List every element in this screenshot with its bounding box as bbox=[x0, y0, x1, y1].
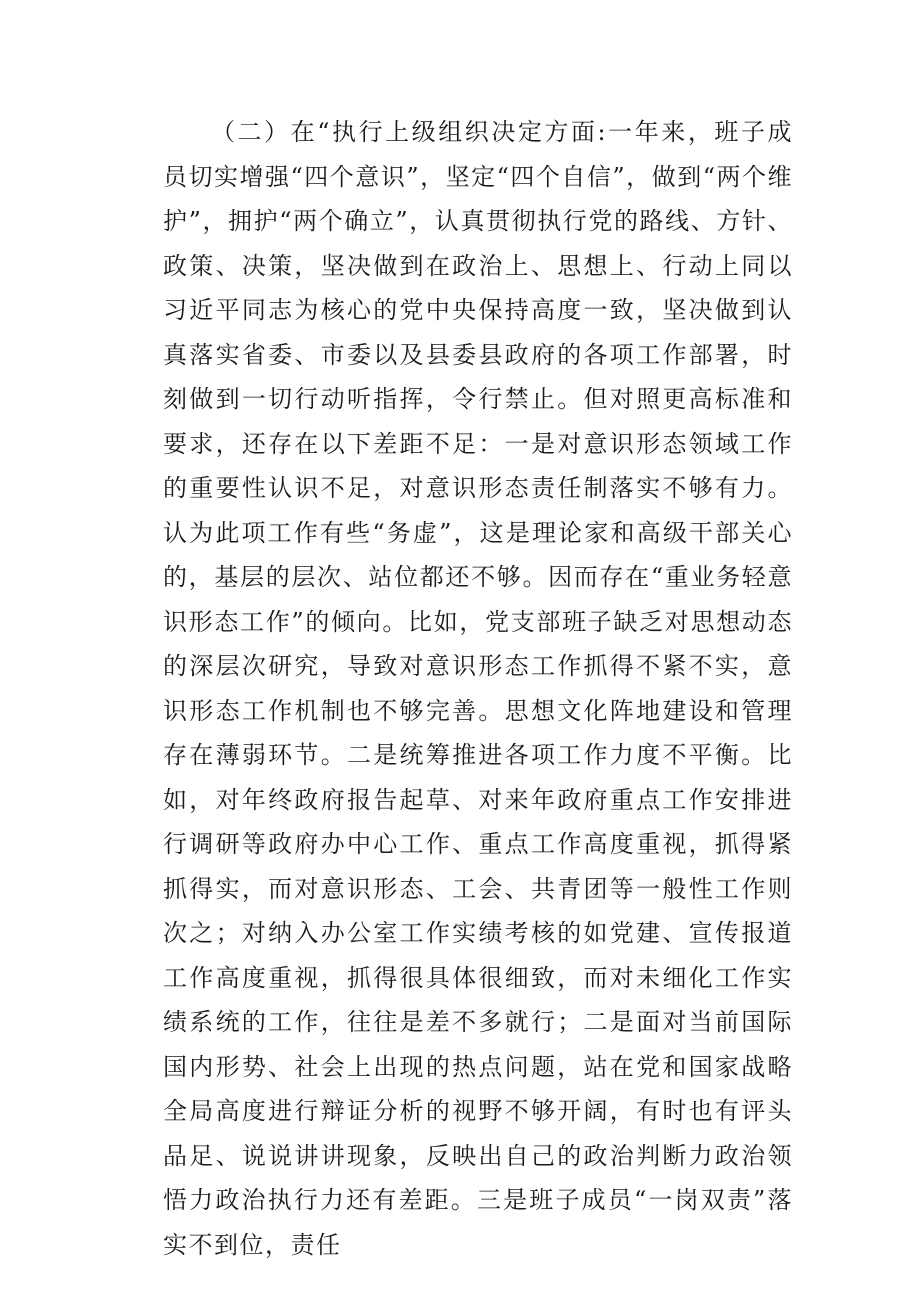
body-paragraph: （二）在“执行上级组织决定方面:一年来，班子成员切实增强“四个意识”，坚定“四个自信”，做到“两个维护”，拥护“两个确立”，认真贯彻执行党的路线、方针、政策、决策，坚决做到在政治上、思想上、行动上同以习近平同志为核心的党中央保持高度一致，坚决做到认真落实省委、市委以及县委县政府的各项工作部署，时刻做到一切行动听指挥，令行禁止。但对照更高标准和要求，还存在以下差距不足：一是对意识形态领域工作的重要性认识不足，对意识形态责任制落实不够有力。认为此项工作有些“务虚”，这是理论家和高级干部关心的，基层的层次、站位都还不够。因而存在“重业务轻意识形态工作”的倾向。比如，党支部班子缺乏对思想动态的深层次研究，导致对意识形态工作抓得不紧不实，意识形态工作机制也不够完善。思想文化阵地建设和管理存在薄弱环节。二是统筹推进各项工作力度不平衡。比如，对年终政府报告起草、对来年政府重点工作安排进行调研等政府办中心工作、重点工作高度重视，抓得紧抓得实，而对意识形态、工会、共青团等一般性工作则次之；对纳入办公室工作实绩考核的如党建、宣传报道工作高度重视，抓得很具体很细致，而对未细化工作实绩系统的工作，往往是差不多就行；二是面对当前国际国内形势、社会上出现的热点问题，站在党和国家战略全局高度进行辩证分析的视野不够开阔，有时也有评头品足、说说讲讲现象，反映出自己的政治判断力政治领悟力政治执行力还有差距。三是班子成员“一岗双责”落实不到位，责任 bbox=[163, 118, 793, 1259]
